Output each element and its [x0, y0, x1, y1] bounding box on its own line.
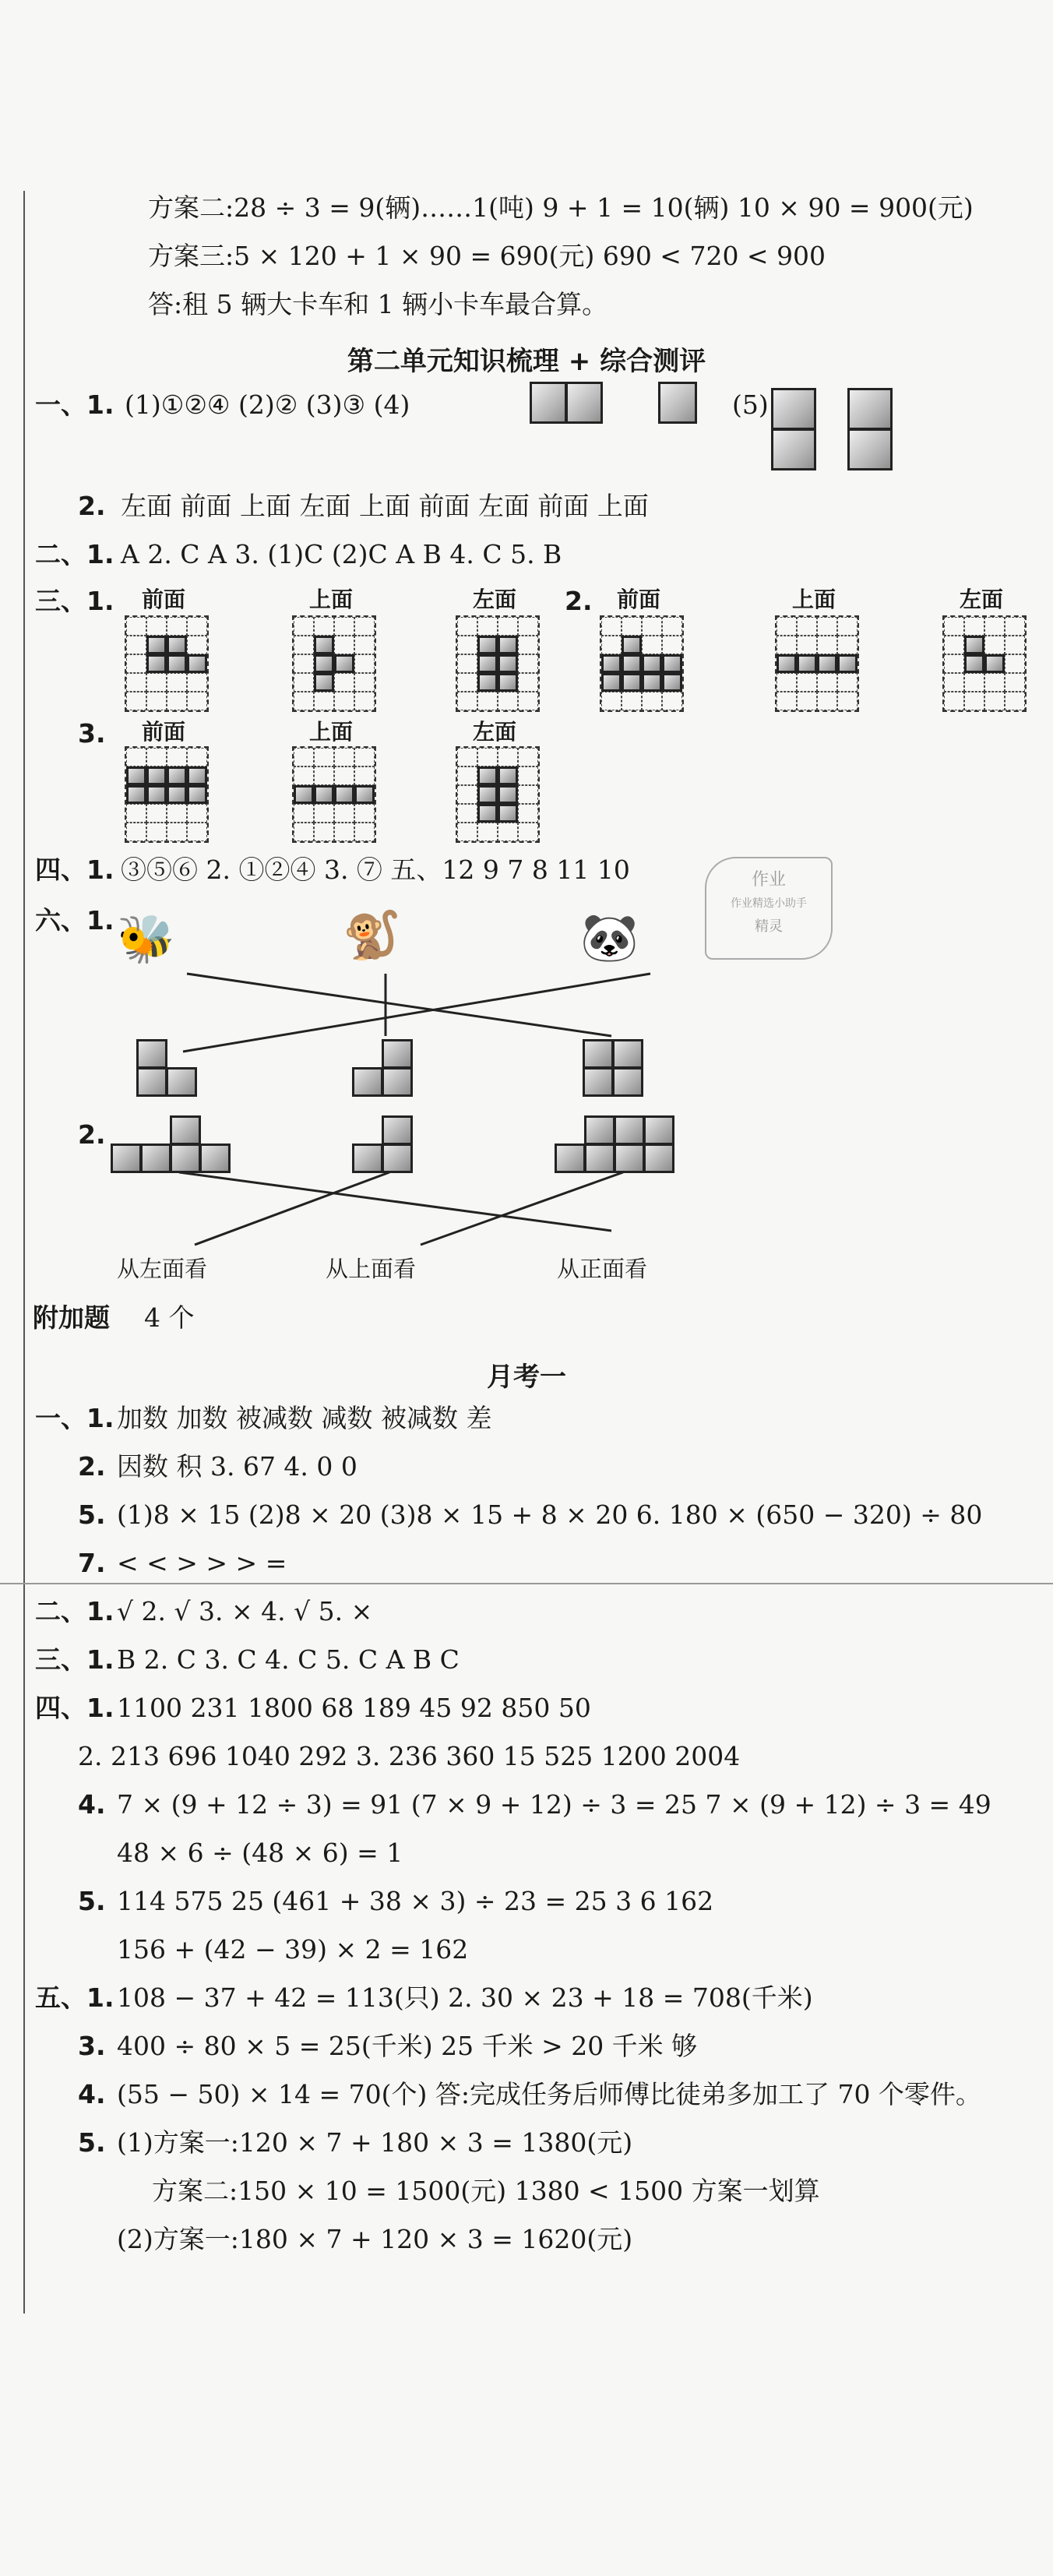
m-l5-label: 二、1.: [35, 1596, 114, 1626]
monthly-title: 月考一: [487, 1362, 566, 1393]
liu1-shape-b-br: [382, 1067, 413, 1097]
plan-two-line: 方案二:28 ÷ 3 = 9(辆)……1(吨) 9 + 1 = 10(辆) 10 × 90 = 900(元): [148, 192, 974, 223]
unit2-q2-text: 左面 前面 上面 左面 上面 前面 左面 前面 上面: [121, 491, 649, 521]
liu1-shape-c-tl: [583, 1039, 614, 1069]
liu2-shape-c-b1: [555, 1144, 586, 1173]
m-l12-text: 156 + (42 − 39) × 2 = 162: [117, 1934, 469, 1965]
m-l4-label: 7.: [78, 1548, 106, 1578]
watermark-stamp: 作业 作业精选小助手 精灵: [705, 857, 833, 960]
liu2-shape-a-top: [170, 1115, 201, 1145]
plan-three-line: 方案三:5 × 120 + 1 × 90 = 690(元) 690 < 720 < 900: [148, 241, 826, 271]
liu1-shape-b-bl: [352, 1067, 383, 1097]
grid-caption-8: 上面: [308, 719, 353, 745]
grid-caption-9: 左面: [472, 719, 516, 745]
liu2-shape-c-t3: [643, 1115, 674, 1145]
m-l13-text: 108 − 37 + 42 = 113(只) 2. 30 × 23 + 18 = 708(千米): [117, 1982, 813, 2013]
unit2-q1-text: (1)①②④ (2)② (3)③ (4): [125, 389, 410, 420]
m-l2-text: 因数 积 3. 67 4. 0 0: [117, 1451, 357, 1482]
unit2-q1-label: 一、1.: [35, 389, 114, 420]
m-l5-text: √ 2. √ 3. × 4. √ 5. ×: [117, 1596, 373, 1626]
unit2-si-label: 四、1.: [35, 855, 114, 885]
answer-line: 答:租 5 辆大卡车和 1 辆小卡车最合算。: [148, 289, 608, 319]
bonus-label: 附加题: [33, 1302, 110, 1333]
m-l7-label: 四、1.: [35, 1693, 114, 1723]
m-l2-label: 2.: [78, 1451, 106, 1482]
grid-caption-4: 前面: [616, 587, 660, 612]
m-l8-text: 2. 213 696 1040 292 3. 236 360 15 525 1200 2004: [78, 1741, 741, 1771]
liu2-shape-b-bl: [352, 1144, 383, 1173]
m-l7-text: 1100 231 1800 68 189 45 92 850 50: [117, 1693, 591, 1723]
monkey-icon: 🐒: [343, 908, 401, 963]
liu2-shape-c-b2: [584, 1144, 615, 1173]
m-l15-text: (55 − 50) × 14 = 70(个) 答:完成任务后师傅比徒弟多加工了 70 个零件。: [117, 2079, 981, 2109]
grid-caption-5: 上面: [791, 587, 836, 612]
unit2-liu-label: 六、1.: [35, 905, 114, 936]
m-l1-label: 一、1.: [35, 1403, 114, 1433]
bonus-text: 4 个: [144, 1302, 195, 1333]
unit2-san3-label: 3.: [78, 718, 106, 749]
m-l6-label: 三、1.: [35, 1644, 114, 1675]
m-l14-label: 3.: [78, 2031, 106, 2061]
page-fold-divider: [0, 1583, 1053, 1584]
liu2-shape-b-top: [382, 1115, 413, 1145]
m-l9-label: 4.: [78, 1789, 106, 1820]
liu1-shape-c-bl: [583, 1067, 614, 1097]
m-l1-text: 加数 加数 被减数 减数 被减数 差: [117, 1403, 492, 1433]
panda-icon: 🐼: [580, 911, 639, 965]
m-l9-text: 7 × (9 + 12 ÷ 3) = 91 (7 × 9 + 12) ÷ 3 = 25 7 × (9 + 12) ÷ 3 = 49: [117, 1789, 991, 1820]
bee-icon: 🐝: [117, 912, 175, 967]
liu2-shape-a-3: [170, 1144, 201, 1173]
liu1-shape-b-top: [382, 1039, 413, 1069]
liu1-shape-a-br: [166, 1067, 197, 1097]
liu2-shape-c-t2: [614, 1115, 645, 1145]
grid-caption-2: 上面: [308, 587, 353, 612]
unit2-san-label: 三、1.: [35, 586, 114, 616]
liu1-shape-c-br: [612, 1067, 643, 1097]
liu2-shape-a-4: [199, 1144, 231, 1173]
m-l13-label: 五、1.: [35, 1982, 114, 2013]
liu2-shape-a-2: [140, 1144, 171, 1173]
grid-caption-1: 前面: [141, 587, 185, 612]
grid-caption-7: 前面: [141, 719, 185, 745]
unit2-q2-label: 2.: [78, 491, 106, 521]
unit2-title: 第二单元知识梳理 + 综合测评: [347, 346, 706, 377]
m-l17-text: 方案二:150 × 10 = 1500(元) 1380 < 1500 方案一划算: [152, 2176, 820, 2206]
liu2-shape-c-b3: [614, 1144, 645, 1173]
m-l6-text: B 2. C 3. C 4. C 5. C A B C: [117, 1644, 460, 1675]
unit2-q1-part5: (5): [732, 389, 769, 420]
m-l11-label: 5.: [78, 1886, 106, 1916]
m-l11-text: 114 575 25 (461 + 38 × 3) ÷ 23 = 25 3 6 162: [117, 1886, 714, 1916]
m-l3-text: (1)8 × 15 (2)8 × 20 (3)8 × 15 + 8 × 20 6. 180 × (650 − 320) ÷ 80: [117, 1499, 983, 1530]
liu2-shape-a-1: [111, 1144, 142, 1173]
view-label-front: 从正面看: [557, 1256, 648, 1282]
liu1-shape-a-top: [136, 1039, 167, 1069]
m-l16-label: 5.: [78, 2127, 106, 2158]
m-l4-text: < < > > > =: [117, 1548, 287, 1578]
liu2-shape-b-br: [382, 1144, 413, 1173]
liu2-shape-c-t1: [584, 1115, 615, 1145]
m-l15-label: 4.: [78, 2079, 106, 2109]
unit2-liu2-label: 2.: [78, 1119, 106, 1150]
m-l3-label: 5.: [78, 1499, 106, 1530]
m-l16-text: (1)方案一:120 × 7 + 180 × 3 = 1380(元): [117, 2127, 633, 2158]
unit2-si-text: ③⑤⑥ 2. ①②④ 3. ⑦ 五、12 9 7 8 11 10: [121, 855, 630, 885]
m-l14-text: 400 ÷ 80 × 5 = 25(千米) 25 千米 > 20 千米 够: [117, 2031, 698, 2061]
liu1-shape-c-tr: [612, 1039, 643, 1069]
unit2-er-text: A 2. C A 3. (1)C (2)C A B 4. C 5. B: [121, 539, 562, 569]
liu2-shape-c-b4: [643, 1144, 674, 1173]
grid-caption-3: 左面: [472, 587, 516, 612]
m-l18-text: (2)方案一:180 × 7 + 120 × 3 = 1620(元): [117, 2224, 633, 2254]
unit2-er-label: 二、1.: [35, 539, 114, 569]
m-l10-text: 48 × 6 ÷ (48 × 6) = 1: [117, 1838, 403, 1868]
view-label-top: 从上面看: [326, 1256, 417, 1282]
unit2-san2-label: 2.: [565, 586, 593, 616]
liu1-shape-a-bl: [136, 1067, 167, 1097]
view-label-left: 从左面看: [117, 1256, 208, 1282]
grid-caption-6: 左面: [959, 587, 1003, 612]
